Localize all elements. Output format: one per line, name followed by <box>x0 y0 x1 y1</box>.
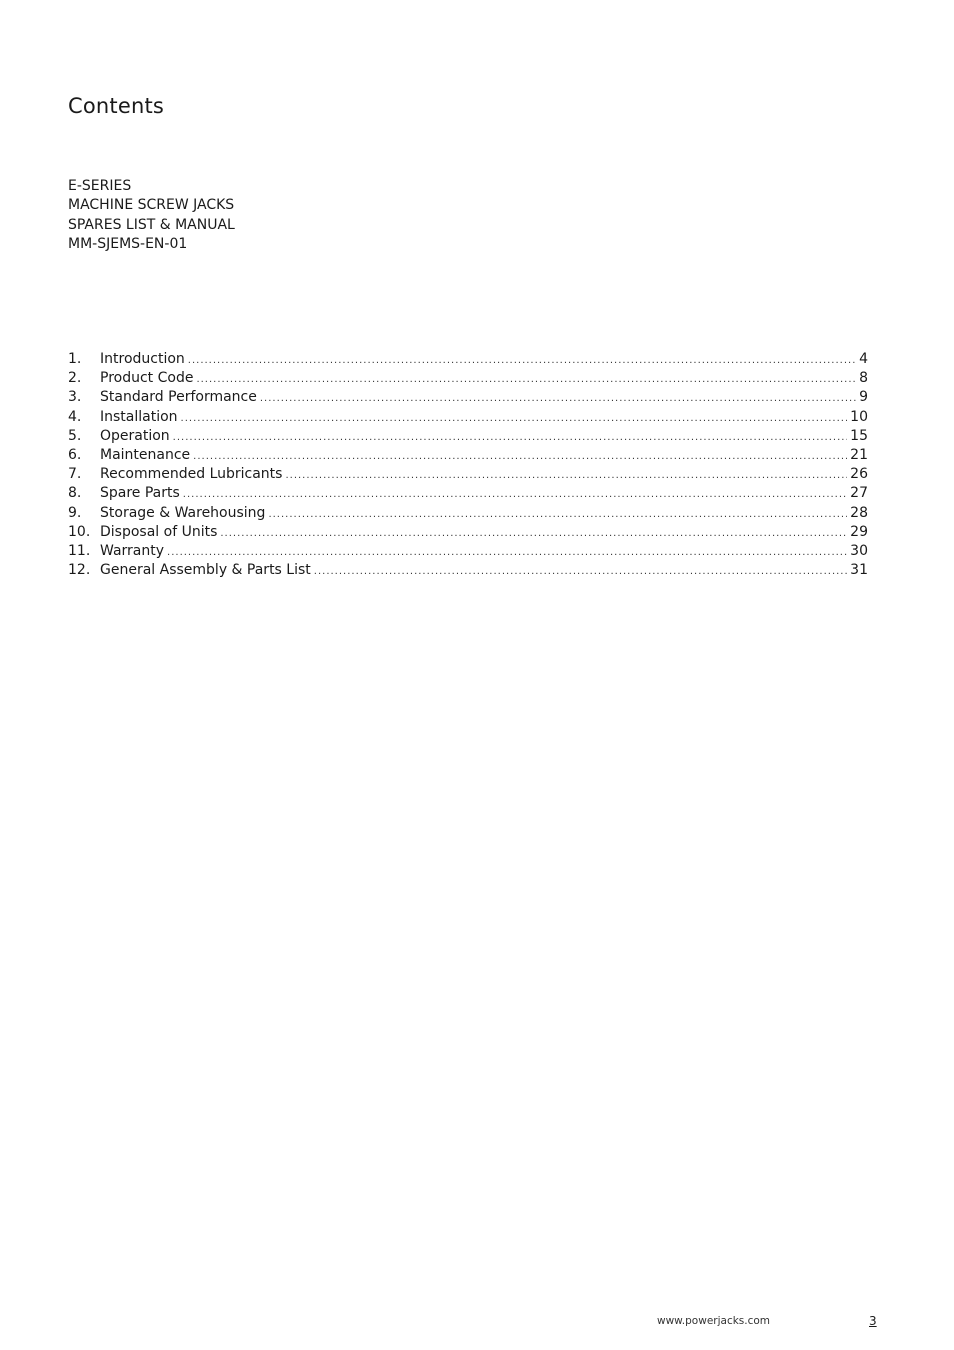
toc-leader-dots <box>188 351 856 369</box>
toc-entry-title: Standard Performance <box>100 389 257 406</box>
toc-entry-number: 12. <box>68 562 91 579</box>
toc-leader-dots <box>167 543 847 561</box>
toc-entry[interactable] <box>68 369 868 388</box>
toc-leader-dots <box>314 562 847 580</box>
toc-entry-title: Installation <box>100 408 178 425</box>
page-title: Contents <box>68 94 165 118</box>
document-series: E-SERIES <box>68 178 132 194</box>
toc-entry-title: Maintenance <box>100 446 191 463</box>
toc-entry-number: 11. <box>68 542 91 559</box>
toc-entry-number: 7. <box>68 466 82 483</box>
toc-entry-page: 28 <box>850 504 868 521</box>
footer-website-link[interactable]: www.powerjacks.com <box>657 1315 771 1327</box>
toc-entry-page: 15 <box>850 427 868 444</box>
toc-entry[interactable] <box>68 561 868 580</box>
toc-leader-dots <box>173 428 848 446</box>
document-code: MM-SJEMS-EN-01 <box>68 235 188 252</box>
toc-entry-page: 26 <box>850 466 868 483</box>
toc-entry-page: 21 <box>850 446 868 463</box>
toc-entry-title: Recommended Lubricants <box>100 466 283 483</box>
toc-entry-number: 9. <box>68 504 82 521</box>
toc-entry-title: General Assembly & Parts List <box>100 562 311 579</box>
footer-page-number: 3 <box>869 1314 877 1328</box>
toc-entry-number: 1. <box>68 351 82 367</box>
toc-entry-number: 5. <box>68 427 82 444</box>
toc-entry-number: 3. <box>68 389 82 406</box>
toc-entry-page: 9 <box>859 389 868 406</box>
toc-entry[interactable] <box>68 350 868 369</box>
document-product: MACHINE SCREW JACKS <box>68 197 235 214</box>
toc-entry-page: 4 <box>859 351 868 367</box>
toc-entry-number: 10. <box>68 523 91 540</box>
toc-leader-dots <box>220 524 847 542</box>
toc-entry[interactable] <box>68 523 868 542</box>
toc-entry-page: 8 <box>859 370 868 387</box>
toc-leader-dots <box>193 447 847 465</box>
toc-entry[interactable] <box>68 408 868 427</box>
toc-entry[interactable] <box>68 542 868 561</box>
toc-entry-title: Operation <box>100 427 170 444</box>
toc-entry-number: 4. <box>68 408 82 425</box>
toc-entry[interactable] <box>68 427 868 446</box>
toc-entry-page: 31 <box>850 562 868 579</box>
toc-entry-title: Spare Parts <box>100 485 180 502</box>
toc-entry-number: 6. <box>68 446 82 463</box>
toc-entry-page: 29 <box>850 523 868 540</box>
toc-entry[interactable] <box>68 465 868 484</box>
toc-entry[interactable] <box>68 504 868 523</box>
toc-entry[interactable] <box>68 484 868 503</box>
table-of-contents <box>68 350 868 580</box>
toc-entry-page: 27 <box>850 485 868 502</box>
toc-leader-dots <box>183 485 847 503</box>
toc-entry-page: 10 <box>850 408 868 425</box>
toc-leader-dots <box>196 370 856 388</box>
toc-entry-title: Storage & Warehousing <box>100 504 266 521</box>
toc-leader-dots <box>268 505 847 523</box>
toc-leader-dots <box>260 389 856 407</box>
document-info <box>68 177 235 254</box>
toc-entry-title: Introduction <box>100 351 185 367</box>
toc-entry[interactable] <box>68 388 868 407</box>
toc-entry-page: 30 <box>850 542 868 559</box>
toc-leader-dots <box>181 409 848 427</box>
toc-entry-number: 8. <box>68 485 82 502</box>
toc-leader-dots <box>285 466 847 484</box>
document-type: SPARES LIST & MANUAL <box>68 216 235 233</box>
toc-entry-title: Disposal of Units <box>100 523 218 540</box>
toc-entry[interactable] <box>68 446 868 465</box>
toc-entry-number: 2. <box>68 370 82 387</box>
toc-entry-title: Product Code <box>100 370 194 387</box>
toc-entry-title: Warranty <box>100 542 165 559</box>
